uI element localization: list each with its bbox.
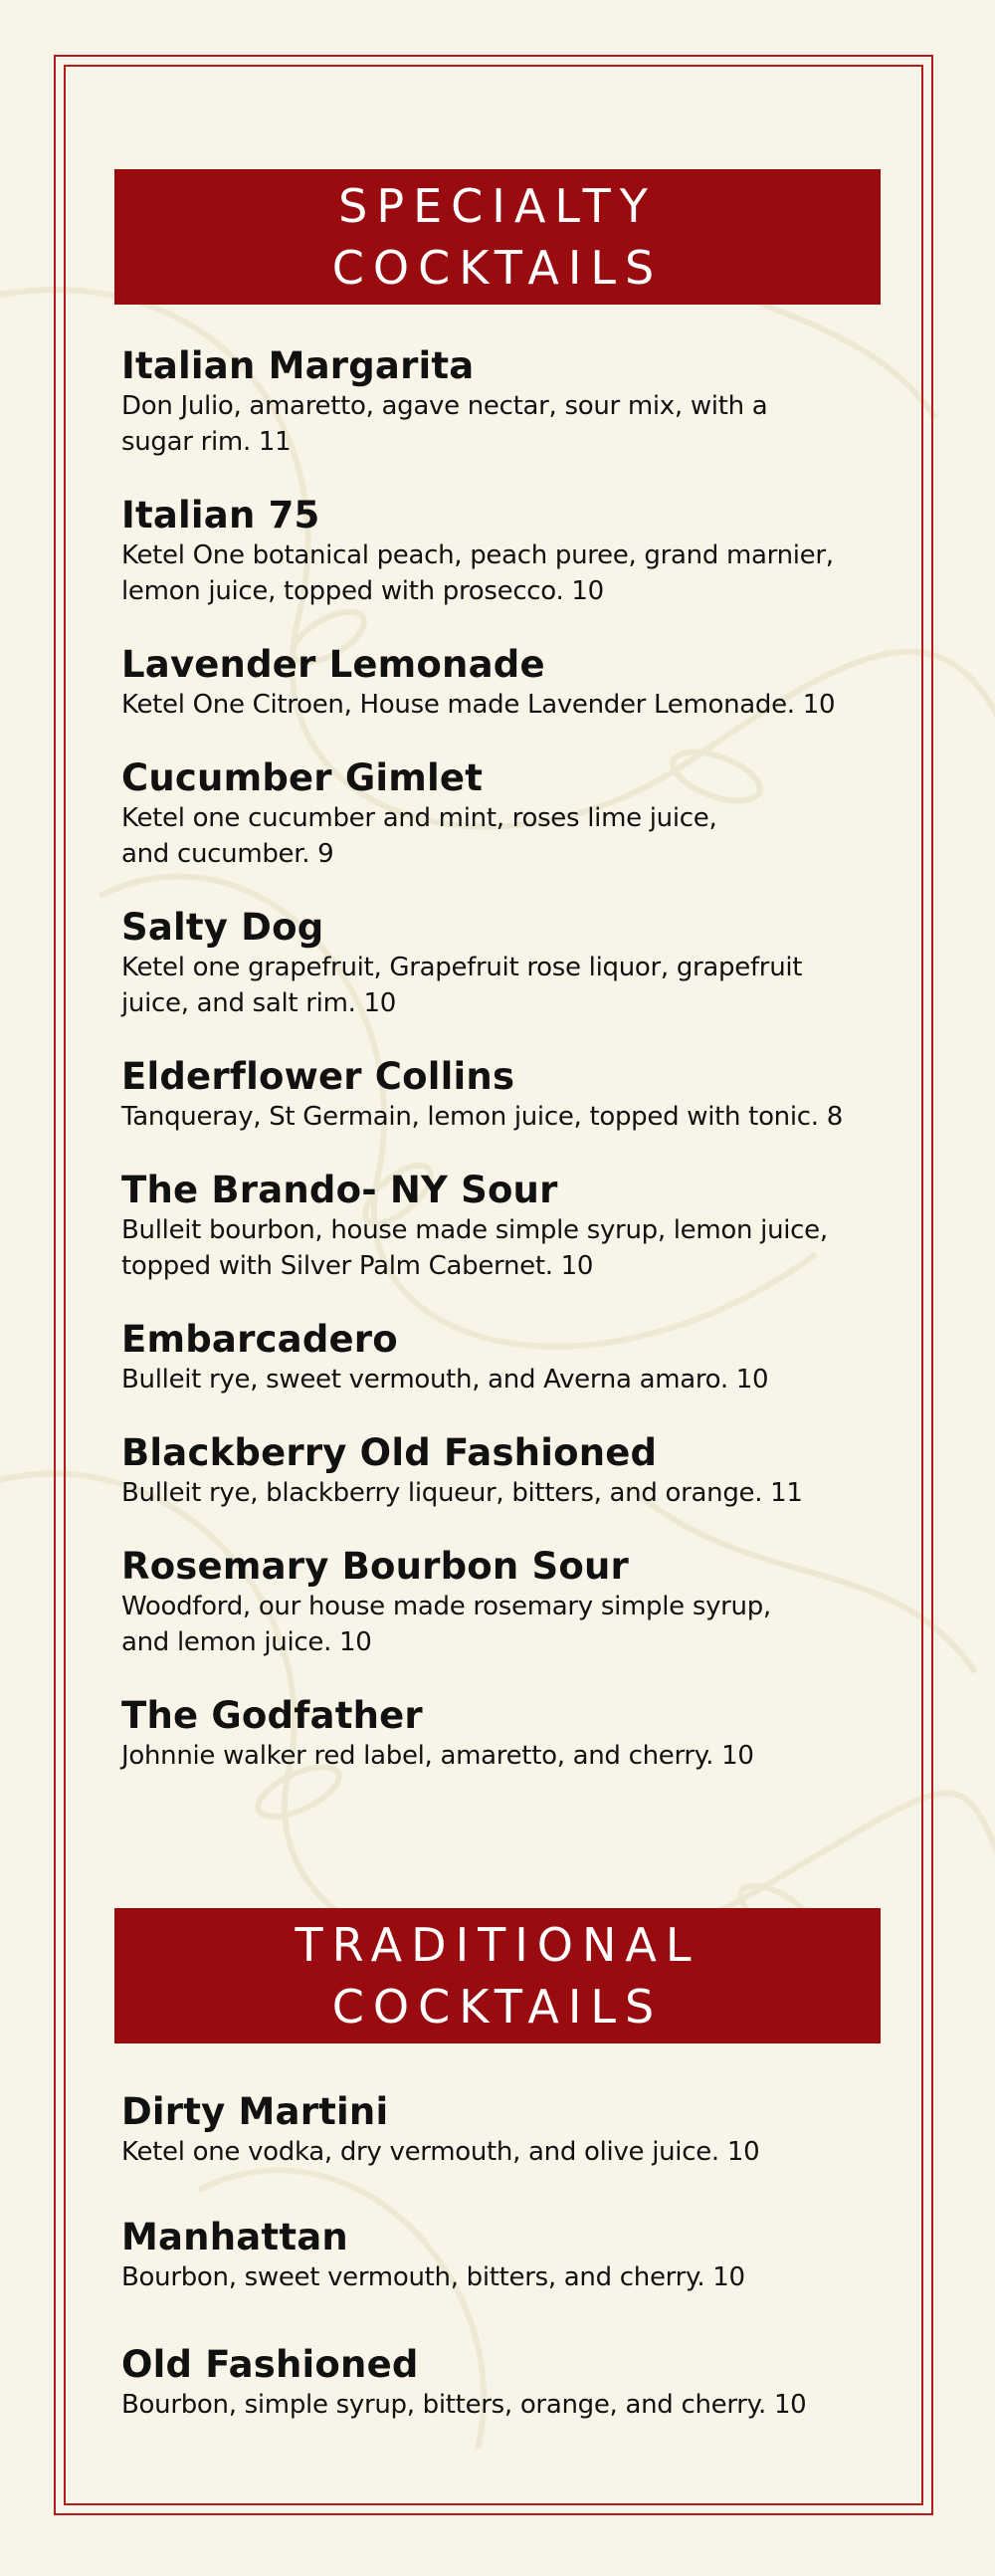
- item-description: Johnnie walker red label, amaretto, and cherry. 10: [121, 1741, 754, 1771]
- item-name: The Godfather: [121, 1694, 423, 1737]
- item-description: Ketel One Citroen, House made Lavender Lemonade. 10: [121, 690, 836, 720]
- item-description: Bulleit bourbon, house made simple syrup, lemon juice, topped with Silver Palm Cabernet. 10: [121, 1215, 828, 1281]
- heading-line: COCKTAILS: [331, 241, 664, 295]
- item-description: Ketel one vodka, dry vermouth, and olive juice. 10: [121, 2137, 760, 2167]
- item-name: The Brando- NY Sour: [121, 1169, 558, 1211]
- item-name: Italian Margarita: [121, 344, 475, 387]
- menu-item: [121, 2216, 888, 2343]
- heading-line: TRADITIONAL: [295, 1918, 700, 1972]
- item-description: Don Julio, amaretto, agave nectar, sour mix, with a sugar rim. 11: [121, 391, 768, 457]
- item-name: Lavender Lemonade: [121, 643, 545, 686]
- menu-item: [121, 906, 888, 1055]
- menu-item: [121, 1431, 888, 1545]
- menu-item: [121, 1318, 888, 1431]
- item-description: Bourbon, simple syrup, bitters, orange, and cherry. 10: [121, 2390, 807, 2420]
- item-name: Dirty Martini: [121, 2090, 389, 2133]
- item-name: Italian 75: [121, 494, 320, 537]
- menu-item: [121, 2090, 888, 2216]
- item-name: Embarcadero: [121, 1318, 398, 1361]
- item-description: Ketel One botanical peach, peach puree, grand marnier, lemon juice, topped with prosecco. 10: [121, 540, 834, 606]
- item-name: Salty Dog: [121, 906, 324, 949]
- menu-item: [121, 1545, 888, 1694]
- menu-item: [121, 756, 888, 906]
- menu-item: [121, 1055, 888, 1169]
- specialty-cocktails-heading: [114, 169, 881, 305]
- menu-item: [121, 1169, 888, 1318]
- item-description: Ketel one cucumber and mint, roses lime juice, and cucumber. 9: [121, 803, 717, 869]
- item-name: Old Fashioned: [121, 2343, 419, 2386]
- menu-item: [121, 494, 888, 643]
- menu-item: [121, 643, 888, 756]
- item-name: Blackberry Old Fashioned: [121, 1431, 658, 1474]
- menu-item: [121, 1694, 888, 1808]
- heading-line: SPECIALTY: [338, 179, 657, 233]
- menu-item: [121, 344, 888, 494]
- heading-line: COCKTAILS: [331, 1980, 664, 2034]
- traditional-cocktail-list: [121, 2090, 888, 2457]
- item-name: Rosemary Bourbon Sour: [121, 1545, 629, 1588]
- item-description: Bourbon, sweet vermouth, bitters, and cherry. 10: [121, 2262, 745, 2292]
- item-description: Woodford, our house made rosemary simple syrup, and lemon juice. 10: [121, 1592, 771, 1657]
- item-description: Tanqueray, St Germain, lemon juice, topped with tonic. 8: [121, 1102, 843, 1132]
- specialty-cocktail-list: [121, 344, 888, 1808]
- item-description: Bulleit rye, sweet vermouth, and Averna amaro. 10: [121, 1365, 769, 1395]
- item-description: Bulleit rye, blackberry liqueur, bitters, and orange. 11: [121, 1478, 803, 1508]
- item-name: Elderflower Collins: [121, 1055, 515, 1098]
- item-name: Cucumber Gimlet: [121, 756, 484, 799]
- menu-item: [121, 2343, 888, 2457]
- item-description: Ketel one grapefruit, Grapefruit rose liquor, grapefruit juice, and salt rim. 10: [121, 953, 803, 1018]
- item-name: Manhattan: [121, 2216, 348, 2258]
- traditional-cocktails-heading: [114, 1908, 881, 2043]
